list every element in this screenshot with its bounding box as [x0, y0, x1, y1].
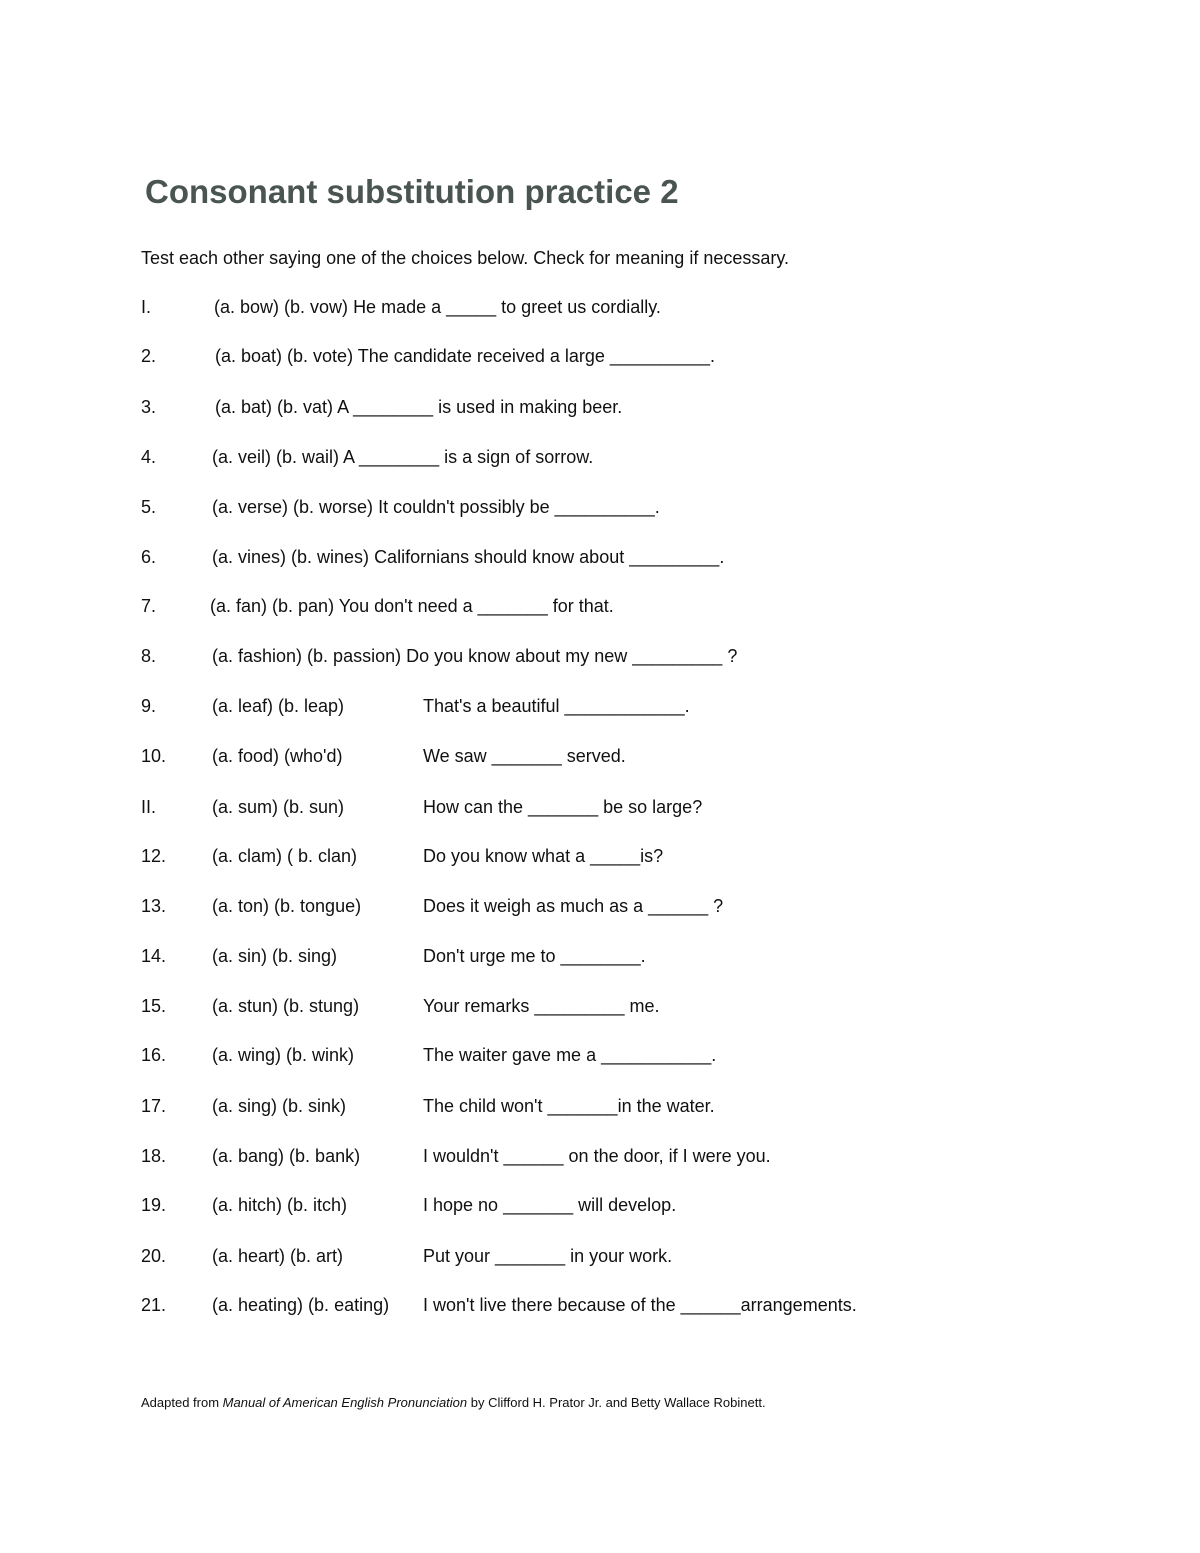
- list-item: [0, 497, 1200, 523]
- item-choices: (a. verse) (b. worse) It couldn't possibly be __________.: [212, 497, 660, 517]
- list-item: [0, 896, 1200, 922]
- item-sentence: Don't urge me to ________.: [423, 946, 646, 966]
- item-sentence: I hope no _______ will develop.: [423, 1195, 677, 1215]
- item-number: II.: [141, 797, 157, 817]
- list-item: [0, 846, 1200, 872]
- list-item: [0, 1146, 1200, 1172]
- item-number: 6.: [141, 547, 157, 567]
- item-choices: (a. vines) (b. wines) Californians should know about _________.: [212, 547, 725, 567]
- list-item: [0, 1246, 1200, 1272]
- list-item: [0, 397, 1200, 423]
- list-item: [0, 346, 1200, 372]
- item-choices: (a. ton) (b. tongue): [212, 896, 362, 916]
- item-sentence: A ________ is a sign of sorrow.: [343, 447, 594, 467]
- item-number: 16.: [141, 1045, 167, 1065]
- list-item: [0, 996, 1200, 1022]
- item-number: 4.: [141, 447, 157, 467]
- item-sentence: You don't need a _______ for that.: [338, 596, 614, 616]
- item-sentence: Do you know what a _____is?: [423, 846, 664, 866]
- item-number: 7.: [141, 596, 157, 616]
- item-sentence: Does it weigh as much as a ______ ?: [423, 896, 724, 916]
- list-item: [0, 1045, 1200, 1071]
- item-choices: (a. bow) (b. vow) He made a _____ to greet us cordially.: [214, 297, 661, 317]
- item-number: 18.: [141, 1146, 167, 1166]
- list-item: [0, 547, 1200, 573]
- item-choices: (a. heating) (b. eating): [212, 1295, 390, 1315]
- item-number: 13.: [141, 896, 167, 916]
- item-choices: (a. sing) (b. sink): [212, 1096, 347, 1116]
- list-item: [0, 946, 1200, 972]
- item-choices: (a. stun) (b. stung): [212, 996, 360, 1016]
- item-choices: (a. heart) (b. art): [212, 1246, 344, 1266]
- item-choices: (a. fashion) (b. passion) Do you know about my new _________ ?: [212, 646, 738, 666]
- list-item: [0, 1195, 1200, 1221]
- item-number: 14.: [141, 946, 167, 966]
- item-sentence: The waiter gave me a ___________.: [423, 1045, 717, 1065]
- item-sentence: A ________ is used in making beer.: [337, 397, 623, 417]
- item-number: 21.: [141, 1295, 167, 1315]
- item-sentence: How can the _______ be so large?: [423, 797, 703, 817]
- item-number: 12.: [141, 846, 167, 866]
- item-number: 3.: [141, 397, 157, 417]
- item-sentence: The candidate received a large __________.: [357, 346, 716, 366]
- item-choices: (a. boat) (b. vote) The candidate received a large __________.: [215, 346, 716, 366]
- list-item: [0, 797, 1200, 823]
- item-number: 17.: [141, 1096, 167, 1116]
- item-choices: (a. leaf) (b. leap): [212, 696, 345, 716]
- item-number: 19.: [141, 1195, 167, 1215]
- item-sentence: It couldn't possibly be __________.: [378, 497, 660, 517]
- item-number: 2.: [141, 346, 157, 366]
- item-number: 20.: [141, 1246, 167, 1266]
- book-title: Manual of American English Pronunciation: [222, 1395, 468, 1410]
- item-choices: (a. veil) (b. wail) A ________ is a sign of sorrow.: [212, 447, 594, 467]
- item-number: 9.: [141, 696, 157, 716]
- list-item: [0, 646, 1200, 672]
- item-sentence: We saw _______ served.: [423, 746, 626, 766]
- item-choices: (a. sum) (b. sun): [212, 797, 345, 817]
- list-item: [0, 297, 1200, 323]
- list-item: [0, 696, 1200, 722]
- item-choices: (a. hitch) (b. itch): [212, 1195, 348, 1215]
- item-number: 5.: [141, 497, 157, 517]
- item-choices: (a. fan) (b. pan) You don't need a _______ for that.: [210, 596, 614, 616]
- instructions: Test each other saying one of the choices below. Check for meaning if necessary.: [141, 248, 790, 268]
- item-choices: (a. bang) (b. bank): [212, 1146, 361, 1166]
- item-number: 15.: [141, 996, 167, 1016]
- list-item: [0, 1295, 1200, 1321]
- item-sentence: Do you know about my new _________ ?: [406, 646, 738, 666]
- item-sentence: Your remarks _________ me.: [423, 996, 660, 1016]
- list-item: [0, 1096, 1200, 1122]
- item-choices: (a. bat) (b. vat) A ________ is used in making beer.: [215, 397, 623, 417]
- item-choices: (a. sin) (b. sing): [212, 946, 338, 966]
- item-sentence: Put your _______ in your work.: [423, 1246, 673, 1266]
- item-sentence: Californians should know about _________.: [374, 547, 725, 567]
- item-choices: (a. clam) ( b. clan): [212, 846, 358, 866]
- item-number: 8.: [141, 646, 157, 666]
- attribution-footer: Adapted from Manual of American English Pronunciation by Clifford H. Prator Jr. and Betty Wallace Robinett.: [141, 1395, 766, 1410]
- list-item: [0, 596, 1200, 622]
- item-sentence: He made a _____ to greet us cordially.: [353, 297, 661, 317]
- item-sentence: The child won't _______in the water.: [423, 1096, 715, 1116]
- item-number: I.: [141, 297, 152, 317]
- item-sentence: That's a beautiful ____________.: [423, 696, 690, 716]
- item-choices: (a. food) (who'd): [212, 746, 343, 766]
- list-item: [0, 746, 1200, 772]
- item-sentence: I won't live there because of the ______arrangements.: [423, 1295, 857, 1315]
- item-sentence: I wouldn't ______ on the door, if I were you.: [423, 1146, 771, 1166]
- page-title: Consonant substitution practice 2: [145, 173, 679, 210]
- item-number: 10.: [141, 746, 167, 766]
- item-choices: (a. wing) (b. wink): [212, 1045, 355, 1065]
- list-item: [0, 447, 1200, 473]
